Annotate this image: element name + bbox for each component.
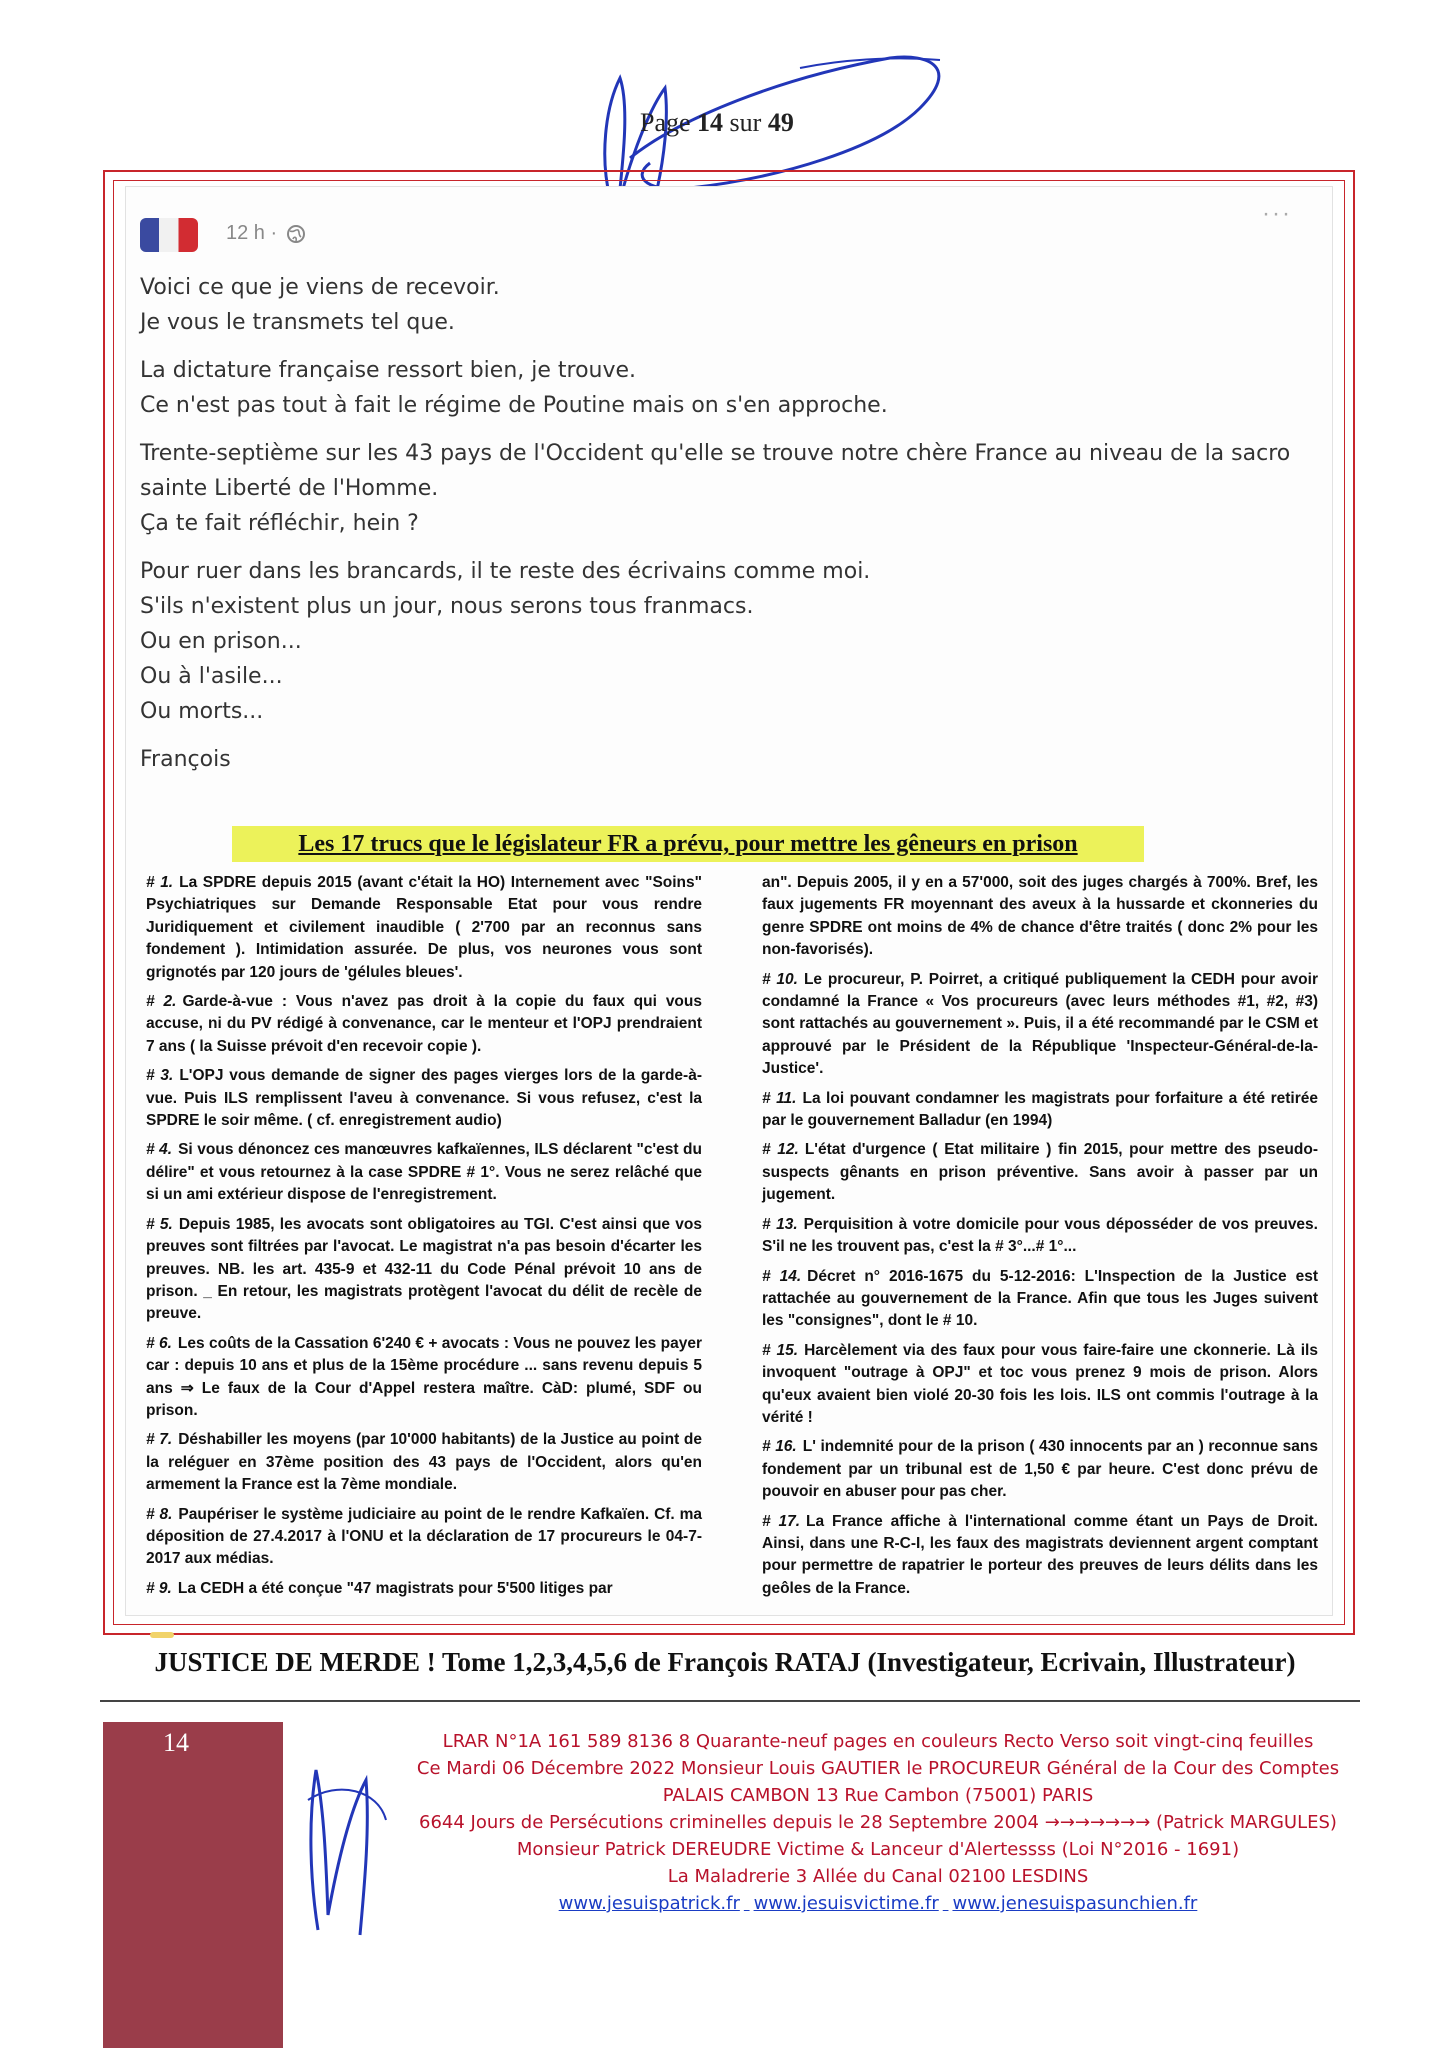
highlight-mark (150, 1632, 174, 1638)
item-number: # 14. (762, 1267, 802, 1285)
item-number: # 7. (146, 1431, 173, 1449)
post-signature: François (140, 747, 231, 772)
item-text: L'OPJ vous demande de signer des pages vierges lors de la garde-à-vue. Puis ILS remplissent l'aveu à convenance. Si vous refusez, c'est la SPDRE le soir même. ( cf. enregistrement audio) (146, 1067, 702, 1130)
footer-links (408, 1890, 1348, 1917)
footer-line: Monsieur Patrick DEREUDRE Victime & Lanceur d'Alertessss (Loi N°2016 - 1691) (516, 1839, 1240, 1860)
footer-page-number: 14 (163, 1728, 189, 1757)
document-right-column (762, 872, 1318, 1607)
list-item (146, 872, 702, 984)
item-number: # 17. (762, 1512, 801, 1530)
item-text: Les coûts de la Cassation 6'240 € + avocats : Vous ne pouvez les payer car : depuis 10 ans et plus de la 15ème procédure ... sans revenu depuis 5 ans ⇒ Le faux de la Cour d'Appel restera maître. CàD: plumé, SDF ou prison. (146, 1334, 702, 1419)
item-text: Si vous dénoncez ces manœuvres kafkaïennes, ILS déclarent "c'est du délire" et vous retournez à la case SPDRE # 1°. Vous ne serez relâché que si un ami extérieur dispose de l'enregistrement. (146, 1141, 702, 1204)
item-text: Perquisition à votre domicile pour vous déposséder de vos preuves. S'il ne les trouvent pas, c'est la # 3°...# 1°... (762, 1215, 1318, 1256)
page-total: 49 (767, 108, 794, 137)
post-paragraph: Voici ce que je viens de recevoir. Je vous le transmets tel que. (140, 275, 500, 335)
document-left-column (146, 872, 702, 1607)
link-jenesuispasunchien[interactable]: www.jenesuispasunchien.fr (952, 1893, 1198, 1914)
item-number: # 12. (762, 1141, 799, 1159)
footer-line: 6644 Jours de Persécutions criminelles depuis le 28 Septembre 2004 →→→→→→→ (Patrick MARGULES) (419, 1812, 1337, 1833)
avatar[interactable] (140, 218, 198, 252)
item-number: # 9. (146, 1579, 172, 1597)
post-paragraph: Trente-septième sur les 43 pays de l'Occident qu'elle se trouve notre chère France au niveau de la sacro sainte Liberté de l'Homme. Ça te fait réfléchir, hein ? (140, 441, 1291, 536)
item-text: Décret n° 2016-1675 du 5-12-2016: L'Inspection de la Justice est rattachée au gouvernement de la France. Afin que tous les Juges suivent les "consignes", dont le # 10. (762, 1267, 1318, 1330)
handwritten-signature-bottom (288, 1740, 408, 1950)
footer-line: La Maladrerie 3 Allée du Canal 02100 LESDINS (667, 1866, 1089, 1887)
page-number-band (103, 1722, 283, 2048)
item-text: Paupériser le système judiciaire au point de le rendre Kafkaïen. Cf. ma déposition de 27.4.2017 à l'ONU et la déclaration de 17 procureurs le 04-7-2017 aux médias. (146, 1505, 702, 1568)
list-item (762, 1139, 1318, 1206)
post-timestamp[interactable]: 12 h · (226, 222, 278, 244)
item-text: L'état d'urgence ( Etat militaire ) fin 2015, pour mettre des pseudo-suspects gênants en prison préventive. Sans avoir à passer par un jugement. (762, 1141, 1318, 1204)
item-number: # 8. (146, 1505, 173, 1523)
list-item (762, 872, 1318, 962)
list-item (146, 1504, 702, 1571)
item-text: La France affiche à l'international comme étant un Pays de Droit. Ainsi, dans une R-C-I, les faux des magistrats deviennent argent comptant pour permettre de rapatrier le porteur des preuves de leurs délits dans les geôles de la France. (762, 1512, 1318, 1597)
globe-icon (286, 224, 306, 244)
item-number: # 5. (146, 1215, 173, 1233)
item-text: an". Depuis 2005, il y en a 57'000, soit des juges chargés à 700%. Bref, les faux jugements FR moyennant des aveux à la hussarde et ckonneries du genre SPDRE ont moins de 4% de chance d'être traités ( donc 2% pour les non-favorisés). (762, 874, 1318, 959)
list-item (146, 1429, 702, 1496)
page-of-label: sur (729, 108, 762, 137)
item-number: # 1. (146, 874, 174, 891)
item-text: Depuis 1985, les avocats sont obligatoires au TGI. C'est ainsi que vos preuves sont filtrées par l'avocat. Le magistrat n'a pas besoin d'écarter les preuves. NB. les art. 435-9 et 432-11 du Code Pénal prévoit 10 ans de prison. _ En retour, les magistrats protègent l'avocat du délit de recèle de preuve. (146, 1215, 702, 1323)
item-text: Harcèlement via des faux pour vous faire-faire une ckonnerie. Là ils invoquent "outrage à OPJ" et toc vous prenez 9 mois de prison. Alors qu'eux avaient bien violé 20-30 fois les lois. ILS ont commis l'outrage à la vérité ! (762, 1341, 1318, 1426)
item-text: La loi pouvant condamner les magistrats pour forfaiture a été retirée par le gouvernement Balladur (en 1994) (762, 1089, 1318, 1130)
item-number: # 4. (146, 1141, 173, 1159)
item-number: # 2. (146, 993, 177, 1011)
item-number: # 13. (762, 1215, 798, 1233)
list-item (146, 1214, 702, 1326)
item-number: # 16. (762, 1438, 797, 1456)
link-jesuisvictime[interactable]: www.jesuisvictime.fr (753, 1893, 939, 1914)
page-number: 14 (697, 108, 724, 137)
document-title: Les 17 trucs que le législateur FR a prévu, pour mettre les gêneurs en prison (232, 826, 1144, 862)
item-text: Garde-à-vue : Vous n'avez pas droit à la copie du faux qui vous accuse, ni du PV rédigé à convenance, car le menteur et l'OPJ prendraient 7 ans ( la Suisse prévoit d'en recevoir copie ). (146, 993, 702, 1055)
list-item (762, 969, 1318, 1081)
footer-address-block (408, 1728, 1348, 1917)
item-number: # 15. (762, 1341, 799, 1359)
page-header (640, 108, 794, 138)
list-item (146, 991, 702, 1058)
list-item (146, 1578, 702, 1600)
item-text: La SPDRE depuis 2015 (avant c'était la HO) Internement avec "Soins" Psychiatriques sur Demande Responsable Etat pour vous rendre Juridiquement et civilement inaudible ( 2'700 par an reconnus sans fondement ). Intimidation assurée. De plus, vos neurones vous sont grignotés par 120 jours de 'gélules bleues'. (146, 874, 702, 981)
item-text: Le procureur, P. Poirret, a critiqué publiquement la CEDH pour avoir condamné la France « Vos procureurs (avec leurs méthodes #1, #2, #3) sont rattachés au gouvernement ». Puis, il a été recommandé par le CSM et approuvé par le Président de la République 'Inspecteur-Général-de-la-Justice'. (762, 970, 1318, 1078)
item-number: # 11. (762, 1089, 797, 1107)
item-number: # 6. (146, 1334, 172, 1352)
more-options-icon[interactable]: ··· (1262, 200, 1292, 227)
list-item (762, 1340, 1318, 1430)
item-number: # 10. (762, 970, 798, 988)
item-number: # 3. (146, 1067, 174, 1085)
footer-line: LRAR N°1A 161 589 8136 8 Quarante-neuf pages en couleurs Recto Verso soit vingt-cinq feuilles (442, 1731, 1314, 1752)
list-item (146, 1139, 702, 1206)
list-item (762, 1511, 1318, 1601)
page-label: Page (640, 108, 691, 137)
post-body (140, 270, 1300, 790)
item-text: L' indemnité pour de la prison ( 430 innocents par an ) reconnue sans fondement par un tribunal est de 1,50 € par heure. C'est donc prévu de pouvoir en abuser pour pas cher. (762, 1438, 1319, 1501)
list-item (762, 1214, 1318, 1259)
list-item (762, 1088, 1318, 1133)
footer-line: PALAIS CAMBON 13 Rue Cambon (75001) PARIS (662, 1785, 1094, 1806)
post-paragraph: Pour ruer dans les brancards, il te reste des écrivains comme moi. S'ils n'existent plus un jour, nous serons tous franmacs. Ou en prison... Ou à l'asile... Ou morts... (140, 559, 871, 724)
footer-book-title: JUSTICE DE MERDE ! Tome 1,2,3,4,5,6 de François RATAJ (Investigateur, Ecrivain, Illustrateur) (154, 1647, 1296, 1677)
list-item (762, 1266, 1318, 1333)
link-jesuispatrick[interactable]: www.jesuispatrick.fr (558, 1893, 740, 1914)
item-text: La CEDH a été conçue "47 magistrats pour 5'500 litiges par (177, 1579, 613, 1597)
post-paragraph: La dictature française ressort bien, je trouve. Ce n'est pas tout à fait le régime de Poutine mais on s'en approche. (140, 358, 888, 418)
list-item (146, 1333, 702, 1423)
footer-line: Ce Mardi 06 Décembre 2022 Monsieur Louis GAUTIER le PROCUREUR Général de la Cour des Comptes (416, 1758, 1340, 1779)
item-text: Déshabiller les moyens (par 10'000 habitants) de la Justice au point de la reléguer en 37ème position des 43 pays de l'Occident, alors qu'en armement la France est la 7ème mondiale. (146, 1431, 702, 1494)
list-item (146, 1065, 702, 1132)
list-item (762, 1436, 1318, 1503)
footer-divider (100, 1700, 1360, 1702)
